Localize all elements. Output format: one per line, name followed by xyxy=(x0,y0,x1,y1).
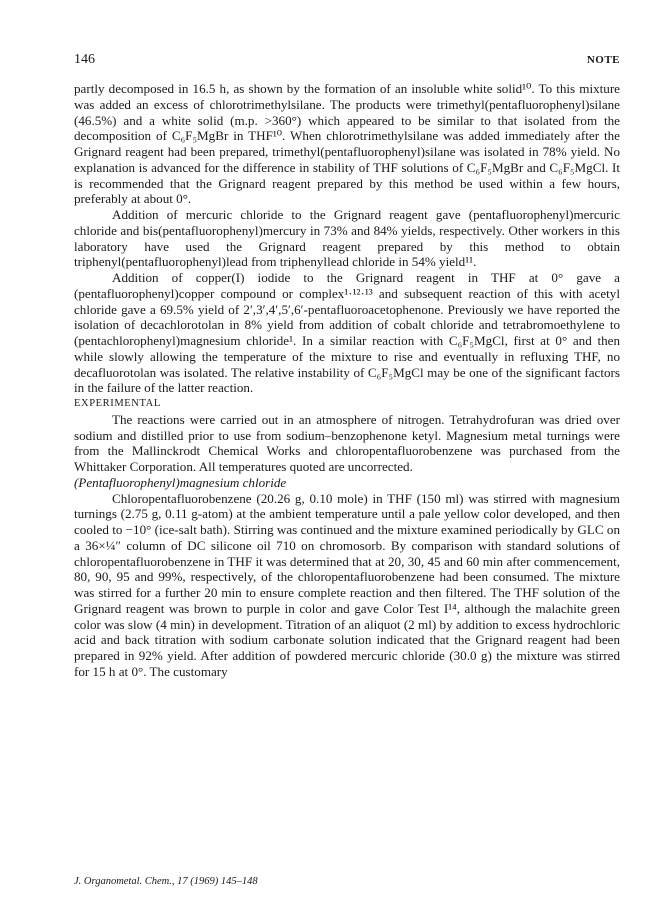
paragraph-2: Addition of mercuric chloride to the Grignard reagent gave (pentafluorophenyl)mercuric chloride and bis(pentafluorophenyl)mercury in 73% and 84% yields, respectively. Other workers in this laboratory have used the Grignard reagent prepared by this method to obtain triphenyl(pentafluorophenyl)lead from triphenyllead chloride in 54% yield¹¹. xyxy=(74,207,620,270)
page-header xyxy=(74,52,620,72)
paragraph-3: Addition of copper(I) iodide to the Grignard reagent in THF at 0° gave a (pentafluorophenyl)copper compound or complex¹·¹²·¹³ and subsequent reaction of this with acetyl chloride gave a 69.5% yield of 2′,3′,4′,5′,6′-pentafluoroacetophenone. Previously we have reported the isolation of decachlorotolan in 8% yield from addition of cobalt chloride and tetrabromoethylene to (pentachlorophenyl)magnesium chloride¹. In a similar reaction with C₆F₅MgCl, first at 0° and then while slowly allowing the temperature of the mixture to rise and eventually in refluxing THF, no decafluorotolan was isolated. The relative instability of C₆F₅MgCl may be one of the significant factors in the failure of the latter reaction. xyxy=(74,270,620,396)
journal-citation: J. Organometal. Chem., 17 (1969) 145–148 xyxy=(74,876,258,887)
subsection-heading: (Pentafluorophenyl)magnesium chloride xyxy=(74,474,287,490)
paragraph-4: The reactions were carried out in an atmosphere of nitrogen. Tetrahydrofuran was dried over sodium and distilled prior to use from sodium–benzophenone ketyl. Magnesium metal turnings were from the Mallinckrodt Chemical Works and chloropentafluorobenzene was purchased from the Whittaker Corporation. All temperatures quoted are uncorrected. xyxy=(74,411,620,474)
paragraph-5: Chloropentafluorobenzene (20.26 g, 0.10 mole) in THF (150 ml) was stirred with magnesium turnings (2.75 g, 0.11 g-atom) at the ambient temperature until a pale yellow color developed, and then cooled to −10° (ice-salt bath). Stirring was continued and the mixture examined periodically by GLC on a 36×¼″ column of DC silicone oil 710 on chromosorb. By comparison with standard solutions of chloropentafluorobenzene in THF it was determined that at 20, 30, 45 and 60 min after commencement, 80, 90, 95 and 99%, respectively, of the chloropentafluorobenzene had been consumed. The mixture was stirred for a further 20 min to ensure complete reaction and then filtered. The THF solution of the Grignard reagent was brown to purple in color and gave Color Test I¹⁴, although the malachite green color was slow (4 min) in development. Titration of an aliquot (2 ml) by addition to excess hydrochloric acid and back titration with sodium carbonate solution indicated that the Grignard reagent had been prepared in 92% yield. After addition of powdered mercuric chloride (30.0 g) the mixture was stirred for 15 h at 0°. The customary xyxy=(74,490,620,679)
paragraph-1: partly decomposed in 16.5 h, as shown by the formation of an insoluble white solid¹⁰. To this mixture was added an excess of chlorotrimethylsilane. The products were trimethyl(pentafluorophenyl)silane (46.5%) and a white solid (m.p. >360°) which appeared to be similar to that isolated from the decomposition of C₆F₅MgBr in THF¹⁰. When chlorotrimethylsilane was added immediately after the Grignard reagent had been prepared, trimethyl(pentafluorophenyl)silane was isolated in 78% yield. No explanation is advanced for the difference in stability of THF solutions of C₆F₅MgBr and C₆F₅MgCl. It is recommended that the Grignard reagent prepared by this method be used within a few hours, preferably at about 0°. xyxy=(74,81,620,207)
experimental-heading: EXPERIMENTAL xyxy=(74,398,161,409)
section-label: NOTE xyxy=(586,54,620,66)
page-number: 146 xyxy=(74,52,95,67)
article-body xyxy=(74,81,620,680)
